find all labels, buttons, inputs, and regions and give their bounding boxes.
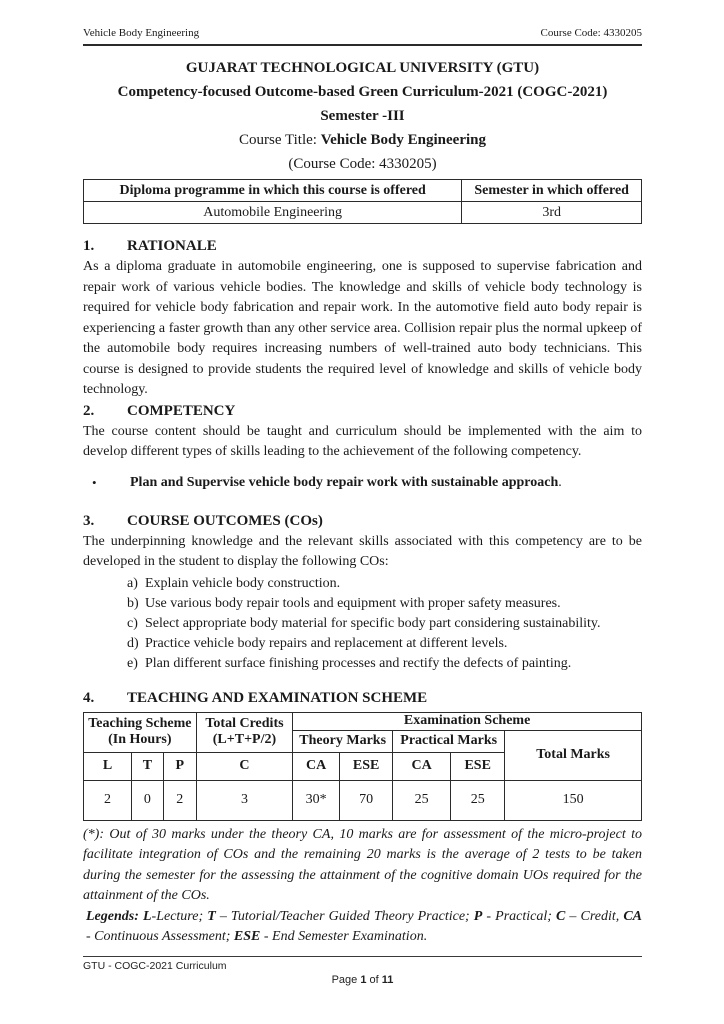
legends-line xyxy=(83,907,642,948)
list-item-text: Explain vehicle body construction. xyxy=(145,575,341,591)
footer-page-number xyxy=(83,973,642,988)
col-header-T: T xyxy=(131,752,163,780)
rationale-paragraph: As a diploma graduate in automobile engineering, one is supposed to supervise fabrication and repair work of various vehicle bodies. The knowledge and skills of vehicle body technology is required for vehicle body fabrication and repair work. In the automotive field auto body repair is experiencing a faster growth than any other service area. Collision repair plus the normal upkeep of the automobile body requires increasing numbers of well-trained auto body technicians. This course is designed to provide students the required level of knowledge and skills of vehicle body technology. xyxy=(83,259,642,397)
teaching-scheme-header xyxy=(84,712,197,752)
col-header-P: P xyxy=(163,752,196,780)
total-credits-header xyxy=(196,712,293,752)
list-item-marker: b) xyxy=(127,595,139,611)
list-item-marker: c) xyxy=(127,615,138,631)
course-code-line: (Course Code: 4330205) xyxy=(288,156,437,172)
list-item xyxy=(83,654,642,674)
exam-table-row1 xyxy=(84,712,642,730)
competency-bullet-text: Plan and Supervise vehicle body repair work with sustainable approach xyxy=(130,474,559,490)
value-T: 0 xyxy=(131,780,163,820)
legend-key-C: C xyxy=(556,908,566,924)
offer-table xyxy=(83,179,642,224)
section3-title: COURSE OUTCOMES (COs) xyxy=(127,512,323,529)
teaching-scheme-line2: (In Hours) xyxy=(108,732,172,747)
section4-title: TEACHING AND EXAMINATION SCHEME xyxy=(127,689,428,706)
spacer xyxy=(83,674,642,688)
bullet-icon: • xyxy=(92,474,97,490)
legend-value-P: - Practical; xyxy=(482,908,556,924)
legend-value-C: – Credit, xyxy=(565,908,624,924)
legends-label: Legends: xyxy=(86,908,139,924)
university-title: GUJARAT TECHNOLOGICAL UNIVERSITY (GTU) xyxy=(185,60,540,76)
section4-number: 4. xyxy=(83,689,95,706)
value-practical-ese: 25 xyxy=(451,780,505,820)
value-theory-ese: 70 xyxy=(340,780,393,820)
offer-table-header-row xyxy=(84,180,642,202)
competency-bullet-period: . xyxy=(558,474,562,490)
curriculum-title: Competency-focused Outcome-based Green Curriculum-2021 (COGC-2021) xyxy=(117,84,608,100)
exam-scheme-table xyxy=(83,712,642,821)
value-C: 3 xyxy=(196,780,293,820)
offer-table-programme: Automobile Engineering xyxy=(84,202,462,224)
legend-key-T: T xyxy=(207,908,216,924)
col-header-C: C xyxy=(196,752,293,780)
offer-table-col1-header: Diploma programme in which this course is offered xyxy=(84,180,462,202)
section1-number: 1. xyxy=(83,238,95,254)
section1-heading xyxy=(83,236,642,257)
list-item-text: Practice vehicle body repairs and replacement at different levels. xyxy=(145,635,508,651)
footer-page-word: Page xyxy=(331,974,361,986)
header-course-code: Course Code: 4330205 xyxy=(540,27,642,39)
competency-bullet xyxy=(83,472,642,493)
total-marks-header: Total Marks xyxy=(505,730,642,780)
header-doc-title: Vehicle Body Engineering xyxy=(83,27,200,39)
value-theory-ca: 30* xyxy=(293,780,340,820)
list-item-text: Plan different surface finishing processes and rectify the defects of painting. xyxy=(145,655,572,671)
col-header-practical-ese: ESE xyxy=(451,752,505,780)
title-block xyxy=(83,59,642,174)
running-header xyxy=(83,26,642,46)
list-item xyxy=(83,574,642,594)
examination-scheme-header: Examination Scheme xyxy=(293,712,642,730)
value-L: 2 xyxy=(84,780,132,820)
col-header-practical-ca: CA xyxy=(393,752,451,780)
offer-table-data-row xyxy=(84,202,642,224)
exam-table-values-row xyxy=(84,780,642,820)
col-header-theory-ese: ESE xyxy=(340,752,393,780)
total-credits-line1: Total Credits xyxy=(205,716,284,731)
value-practical-ca: 25 xyxy=(393,780,451,820)
legend-value-ESE: - End Semester Examination. xyxy=(260,929,428,944)
list-item-text: Select appropriate body material for specific body part considering sustainability. xyxy=(145,615,601,631)
section3-number: 3. xyxy=(83,512,95,529)
legend-key-CA: CA xyxy=(623,908,642,924)
value-total-marks: 150 xyxy=(505,780,642,820)
section4-heading xyxy=(83,688,642,709)
offer-table-semester: 3rd xyxy=(462,202,642,224)
col-header-theory-ca: CA xyxy=(293,752,340,780)
spacer xyxy=(83,493,642,511)
page-content xyxy=(83,26,642,952)
value-P: 2 xyxy=(163,780,196,820)
course-title-value: Vehicle Body Engineering xyxy=(320,132,486,148)
legend-key-ESE: ESE xyxy=(233,929,261,944)
semester-title: Semester -III xyxy=(320,108,405,124)
list-item-text: Use various body repair tools and equipment with proper safety measures. xyxy=(145,595,561,611)
legend-value-CA: - Continuous Assessment; xyxy=(86,929,234,944)
teaching-scheme-line1: Teaching Scheme xyxy=(88,716,192,731)
legend-key-P: P xyxy=(473,908,483,924)
competency-paragraph: The course content should be taught and curriculum should be implemented with the aim to develop different types of skills leading to the achievement of the following competency. xyxy=(83,423,642,459)
course-outcomes-list xyxy=(83,574,642,674)
footer-curriculum-label: GTU - COGC-2021 Curriculum xyxy=(83,960,227,972)
legend-value-T: – Tutorial/Teacher Guided Theory Practice; xyxy=(215,908,474,924)
total-credits-line2: (L+T+P/2) xyxy=(212,732,277,747)
col-header-L: L xyxy=(84,752,132,780)
footer-page-current: 1 xyxy=(360,974,367,986)
legend-value-L: -Lecture; xyxy=(151,908,208,924)
section2-title: COMPETENCY xyxy=(127,402,236,419)
list-item-marker: d) xyxy=(127,635,139,651)
list-item-marker: e) xyxy=(127,655,138,671)
course-title-label: Course Title: xyxy=(239,132,321,148)
course-title-line xyxy=(83,131,642,150)
section1-title: RATIONALE xyxy=(127,238,217,254)
list-item xyxy=(83,634,642,654)
section3-heading xyxy=(83,511,642,532)
section2-heading xyxy=(83,401,642,422)
practical-marks-header: Practical Marks xyxy=(393,730,505,752)
page-footer xyxy=(83,956,642,988)
offer-table-col2-header: Semester in which offered xyxy=(462,180,642,202)
list-item-marker: a) xyxy=(127,575,138,591)
legend-key-L: L xyxy=(142,908,152,924)
footer-of-word: of xyxy=(366,974,382,986)
list-item xyxy=(83,594,642,614)
exam-table-footnote: (*): Out of 30 marks under the theory CA, 10 marks are for assessment of the micro-project to facilitate integration of COs and the remaining 20 marks is the average of 2 tests to be taken during the semester for the assessing the attainment of the cognitive domain UOs required for the attainment of the COs. xyxy=(83,826,642,903)
list-item xyxy=(83,614,642,634)
course-outcomes-paragraph: The underpinning knowledge and the relevant skills associated with this competency are to be developed in the student to display the following COs: xyxy=(83,533,642,569)
section2-number: 2. xyxy=(83,402,95,419)
footer-page-total: 11 xyxy=(381,974,394,986)
theory-marks-header: Theory Marks xyxy=(293,730,393,752)
